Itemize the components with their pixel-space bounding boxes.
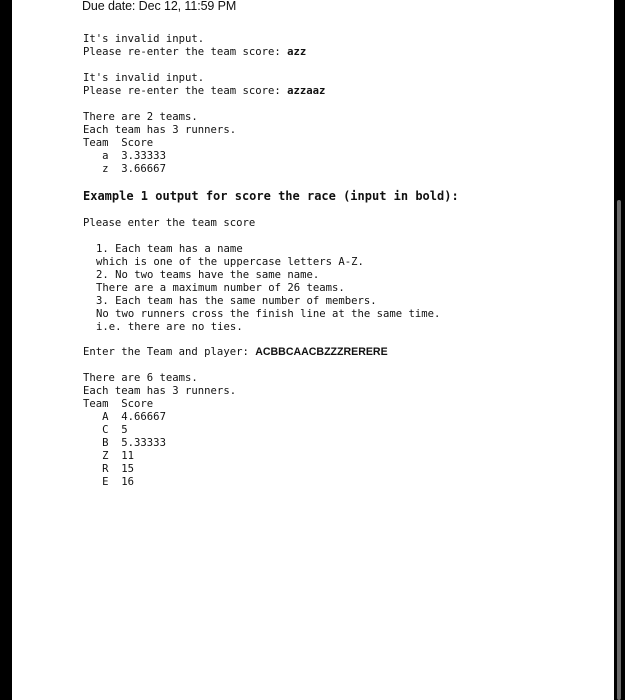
- team-score: 3.33333: [121, 150, 166, 162]
- result-block-2: [83, 372, 236, 489]
- rule-line: i.e. there are no ties.: [96, 321, 243, 333]
- team-score: 5: [121, 424, 128, 436]
- invalid-input-block-1: [83, 33, 306, 59]
- prompt-text: Enter the Team and player:: [83, 346, 256, 358]
- score-row: [83, 424, 236, 437]
- teams-count: There are 6 teams.: [83, 372, 198, 384]
- user-input: ACBBCAACBZZZRERERE: [255, 346, 388, 358]
- runners-count: Each team has 3 runners.: [83, 385, 237, 397]
- rule-line: 1. Each team has a name: [96, 243, 243, 255]
- rule-line: which is one of the uppercase letters A-Z.: [96, 256, 364, 268]
- due-date: Due date: Dec 12, 11:59 PM: [82, 0, 237, 13]
- teams-count: There are 2 teams.: [83, 111, 198, 123]
- user-input: azzaaz: [287, 85, 326, 97]
- vertical-scrollbar[interactable]: [614, 0, 625, 700]
- score-row: [83, 163, 236, 176]
- team-score: 3.66667: [121, 163, 166, 175]
- prompt-text: Please re-enter the team score:: [83, 85, 288, 97]
- invalid-input-block-2: [83, 72, 325, 98]
- score-row: [83, 411, 236, 424]
- team-score: 16: [121, 476, 135, 488]
- score-row: [83, 450, 236, 463]
- team-name: C: [102, 424, 109, 436]
- team-name: E: [102, 476, 109, 488]
- score-table-header: Team Score: [83, 398, 154, 410]
- team-score: 5.33333: [121, 437, 166, 449]
- rule-line: 3. Each team has the same number of members.: [96, 295, 377, 307]
- team-score: 11: [121, 450, 135, 462]
- result-block-1: [83, 111, 236, 176]
- prompt-text: Please re-enter the team score:: [83, 46, 288, 58]
- example-heading: Example 1 output for score the race (input in bold):: [83, 189, 459, 203]
- example-heading-block: [83, 189, 459, 203]
- reenter-prompt: [83, 85, 325, 98]
- score-table-header: Team Score: [83, 137, 154, 149]
- enter-line-block: [83, 346, 388, 359]
- invalid-message: It's invalid input.: [83, 33, 205, 45]
- invalid-message: It's invalid input.: [83, 72, 205, 84]
- reenter-prompt: [83, 46, 306, 59]
- scroll-thumb[interactable]: [617, 200, 621, 700]
- score-table: [83, 150, 236, 176]
- team-name: B: [102, 437, 109, 449]
- rules-block: [96, 243, 440, 334]
- user-input: azz: [287, 46, 307, 58]
- prompt-intro-block: [83, 217, 255, 230]
- score-row: [83, 437, 236, 450]
- score-row: [83, 150, 236, 163]
- rule-line: No two runners cross the finish line at the same time.: [96, 308, 441, 320]
- score-row: [83, 463, 236, 476]
- rule-line: There are a maximum number of 26 teams.: [96, 282, 345, 294]
- team-name: a: [102, 150, 109, 162]
- runners-count: Each team has 3 runners.: [83, 124, 237, 136]
- team-name: A: [102, 411, 109, 423]
- score-row: [83, 476, 236, 489]
- prompt-intro: Please enter the team score: [83, 217, 256, 229]
- team-score: 4.66667: [121, 411, 166, 423]
- score-table: [83, 411, 236, 489]
- enter-prompt: [83, 346, 388, 359]
- team-name: R: [102, 463, 109, 475]
- document-page: [12, 0, 614, 700]
- team-score: 15: [121, 463, 135, 475]
- team-name: z: [102, 163, 109, 175]
- team-name: Z: [102, 450, 109, 462]
- rule-line: 2. No two teams have the same name.: [96, 269, 320, 281]
